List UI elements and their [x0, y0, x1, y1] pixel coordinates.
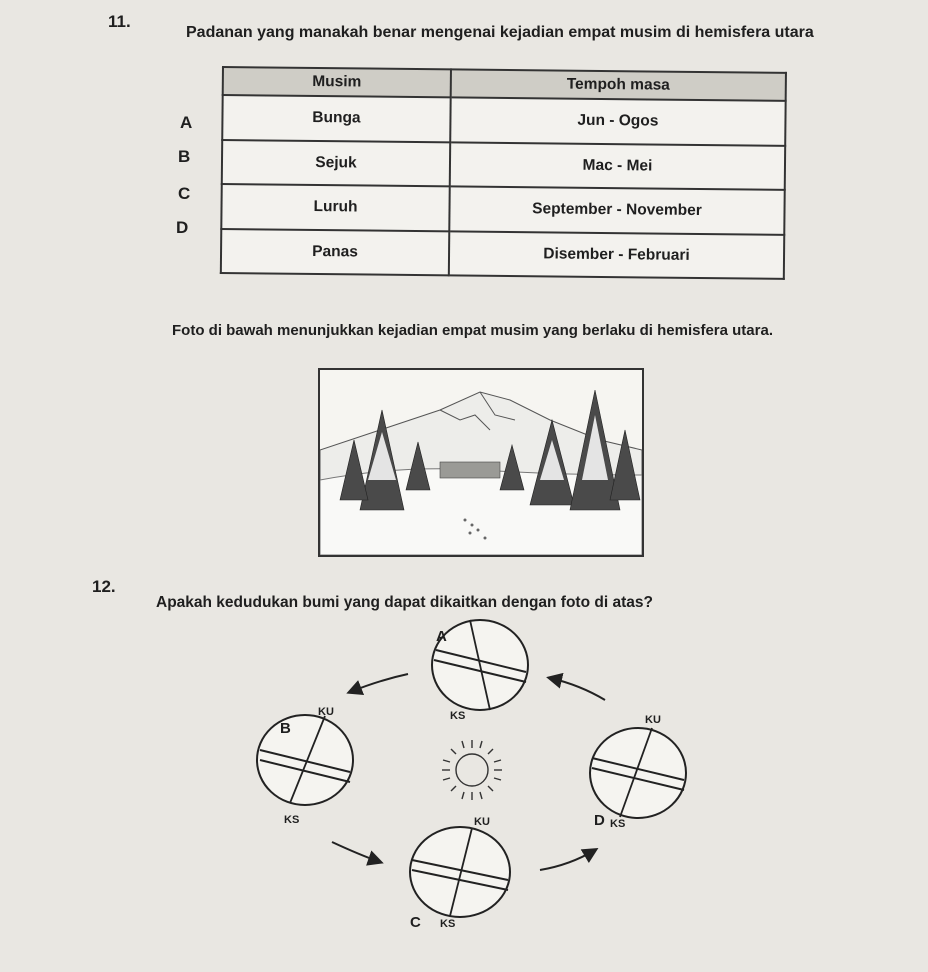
earth-position-c [410, 827, 510, 917]
label-ku-d: KU [645, 714, 661, 726]
season-cell: Bunga [222, 95, 450, 142]
sun-icon [442, 740, 502, 800]
label-ks-b: KS [284, 814, 300, 826]
label-ks-a: KS [450, 710, 466, 722]
option-d-label: D [176, 218, 189, 237]
header-tempoh-masa: Tempoh masa [451, 69, 786, 101]
photo-caption: Foto di bawah menunjukkan kejadian empat musim yang berlaku di hemisfera utara. [172, 322, 773, 339]
period-cell: Mac - Mei [450, 142, 785, 190]
earth-orbit-diagram [250, 610, 710, 960]
period-cell: September - November [449, 186, 784, 234]
label-ks-d: KS [610, 818, 626, 830]
label-b: B [280, 720, 291, 737]
table-row [222, 140, 785, 190]
season-cell: Panas [221, 229, 449, 276]
label-d: D [594, 812, 605, 829]
seasons-table [220, 66, 787, 280]
winter-landscape-photo [318, 368, 644, 557]
table-row [222, 95, 785, 145]
question-12-number: 12. [92, 577, 116, 596]
option-a-label: A [180, 113, 193, 132]
snowy-forest-illustration [320, 370, 642, 555]
orbit-svg [250, 610, 710, 960]
period-cell: Jun - Ogos [450, 97, 785, 145]
table-row [221, 184, 784, 234]
period-cell: Disember - Februari [449, 231, 784, 279]
question-12-text: Apakah kedudukan bumi yang dapat dikaitkan dengan foto di atas? [156, 594, 653, 611]
option-b-label: B [178, 147, 191, 166]
header-musim: Musim [223, 67, 451, 97]
label-c: C [410, 914, 421, 931]
question-11-number: 11. [108, 12, 131, 31]
option-c-label: C [178, 184, 191, 203]
table-row [221, 229, 784, 279]
earth-position-b [257, 715, 353, 805]
label-a: A [436, 628, 447, 645]
earth-position-d [590, 728, 686, 818]
label-ku-b: KU [318, 706, 334, 718]
label-ku-c: KU [474, 816, 490, 828]
question-11-text: Padanan yang manakah benar mengenai kejadian empat musim di hemisfera utara [186, 24, 814, 41]
season-cell: Sejuk [222, 140, 450, 187]
season-cell: Luruh [221, 184, 449, 231]
label-ks-c: KS [440, 918, 456, 930]
